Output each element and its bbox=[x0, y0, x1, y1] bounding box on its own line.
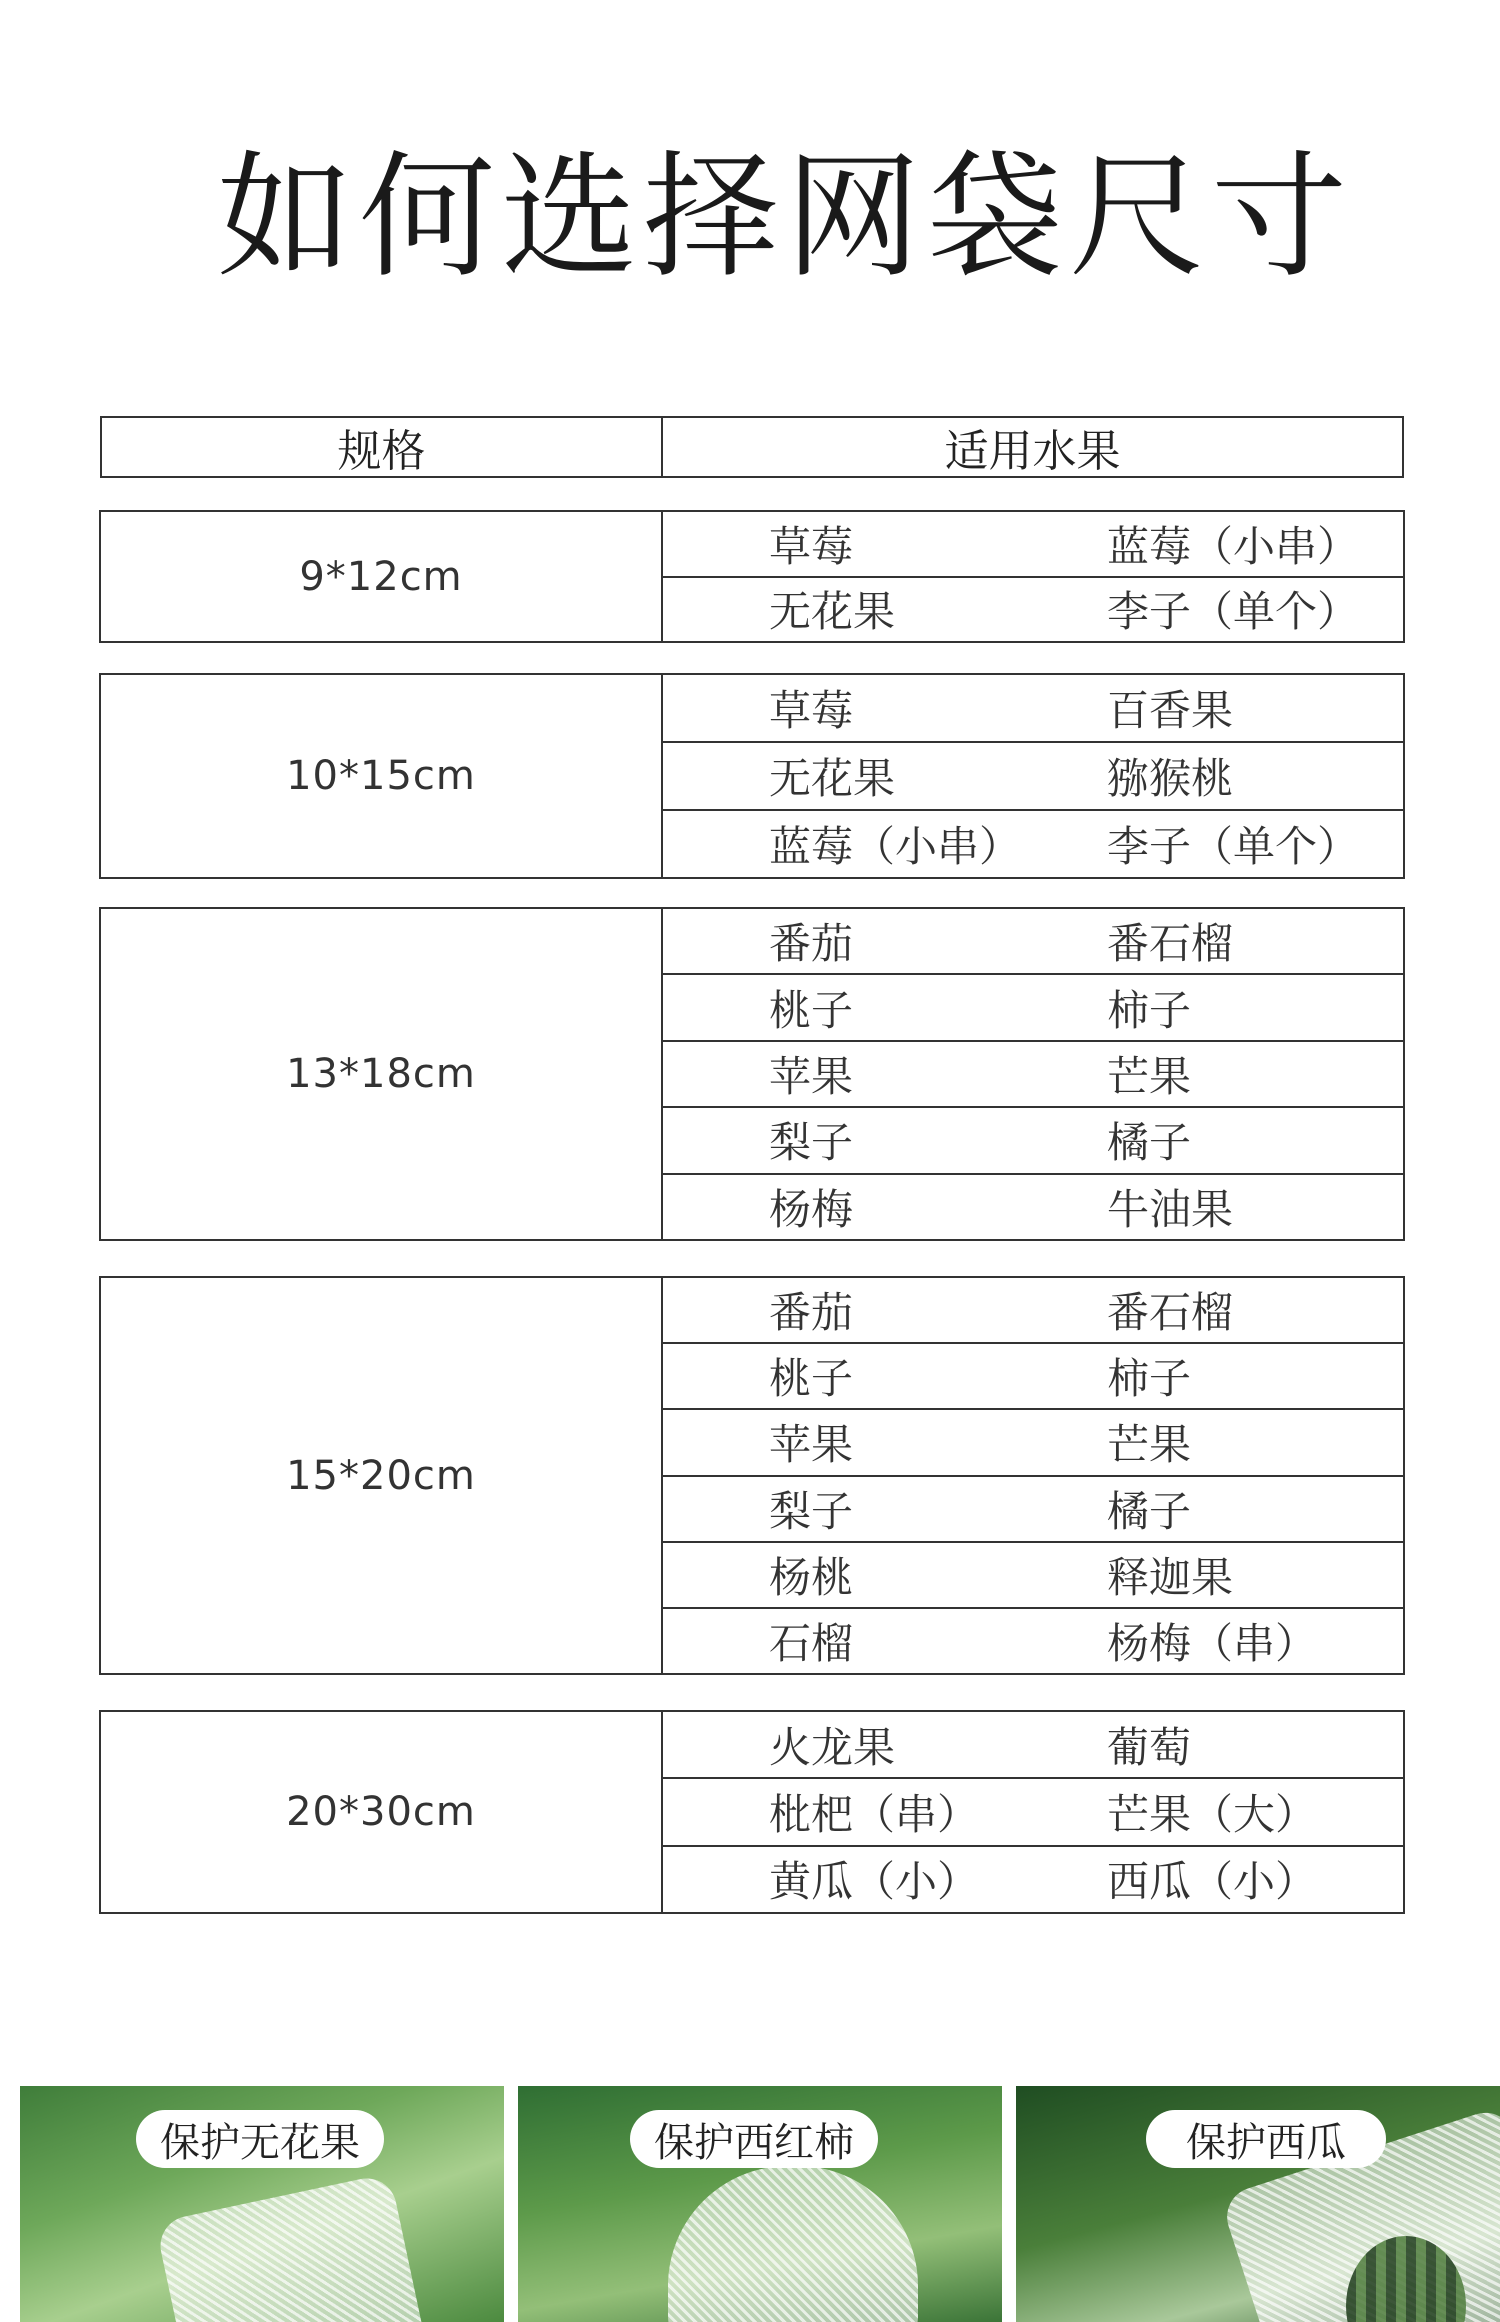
fruit-name: 梨子 bbox=[769, 1486, 854, 1536]
table-row bbox=[663, 578, 1403, 642]
fruit-name: 番茄 bbox=[769, 919, 854, 969]
table-row bbox=[663, 1477, 1403, 1543]
page-title: 如何选择网袋尺寸 bbox=[217, 139, 1353, 297]
fruit-name: 番茄 bbox=[769, 1288, 854, 1338]
table-row bbox=[663, 909, 1403, 975]
fruit-name: 苹果 bbox=[769, 1052, 854, 1102]
fruit-rows bbox=[663, 1712, 1403, 1912]
photo-label: 保护西红柿 bbox=[630, 2110, 878, 2168]
fruit-name: 无花果 bbox=[769, 587, 896, 637]
size-spec: 9*12cm bbox=[101, 512, 663, 641]
size-group bbox=[99, 907, 1405, 1241]
fruit-name: 草莓 bbox=[769, 521, 854, 571]
fruit-name: 番石榴 bbox=[1107, 1288, 1234, 1338]
fruit-name: 无花果 bbox=[769, 754, 896, 803]
fruit-name: 杨梅 bbox=[769, 1184, 854, 1234]
fruit-name: 李子（单个） bbox=[1107, 822, 1360, 871]
size-group bbox=[99, 510, 1405, 643]
fruit-name: 蓝莓（小串） bbox=[1107, 521, 1360, 571]
fruit-name: 芒果 bbox=[1107, 1420, 1192, 1470]
fruit-name: 番石榴 bbox=[1107, 919, 1234, 969]
photo-label: 保护西瓜 bbox=[1146, 2110, 1386, 2168]
photo-label: 保护无花果 bbox=[136, 2110, 384, 2168]
table-row bbox=[663, 675, 1403, 743]
fruit-name: 葡萄 bbox=[1107, 1722, 1192, 1772]
table-row bbox=[663, 1712, 1403, 1779]
table-header bbox=[100, 416, 1404, 478]
fruit-name: 桃子 bbox=[769, 1354, 854, 1404]
table-row bbox=[663, 512, 1403, 578]
fruit-name: 火龙果 bbox=[769, 1722, 896, 1772]
table-row bbox=[663, 1175, 1403, 1239]
fruit-name: 草莓 bbox=[769, 686, 854, 735]
fruit-name: 芒果（大） bbox=[1107, 1789, 1318, 1839]
fruit-name: 杨桃 bbox=[769, 1552, 854, 1602]
table-row bbox=[663, 1847, 1403, 1912]
fruit-rows bbox=[663, 675, 1403, 877]
table-row bbox=[663, 1779, 1403, 1846]
size-group bbox=[99, 1276, 1405, 1675]
size-spec: 20*30cm bbox=[101, 1712, 663, 1912]
size-spec: 13*18cm bbox=[101, 909, 663, 1239]
table-row bbox=[663, 1609, 1403, 1673]
fruit-name: 苹果 bbox=[769, 1420, 854, 1470]
fruit-name: 杨梅（串） bbox=[1107, 1618, 1318, 1668]
table-row bbox=[663, 975, 1403, 1041]
fruit-name: 黄瓜（小） bbox=[769, 1857, 980, 1907]
table-row bbox=[663, 743, 1403, 811]
fruit-rows bbox=[663, 512, 1403, 641]
fruit-rows bbox=[663, 1278, 1403, 1673]
table-row bbox=[663, 1042, 1403, 1108]
table-row bbox=[663, 1108, 1403, 1174]
fruit-name: 释迦果 bbox=[1107, 1552, 1234, 1602]
net-bag-image bbox=[668, 2166, 918, 2322]
size-spec: 15*20cm bbox=[101, 1278, 663, 1673]
table-row bbox=[663, 1543, 1403, 1609]
photo-watermelon bbox=[1016, 2086, 1500, 2322]
fruit-name: 西瓜（小） bbox=[1107, 1857, 1318, 1907]
photo-fig bbox=[20, 2086, 504, 2322]
table-row bbox=[663, 811, 1403, 877]
fruit-name: 枇杷（串） bbox=[769, 1789, 980, 1839]
header-fruits: 适用水果 bbox=[944, 426, 1121, 477]
size-group bbox=[99, 673, 1405, 879]
header-spec: 规格 bbox=[102, 418, 663, 476]
fruit-name: 石榴 bbox=[769, 1618, 854, 1668]
fruit-name: 柿子 bbox=[1107, 985, 1192, 1035]
net-bag-image bbox=[155, 2173, 425, 2322]
table-row bbox=[663, 1410, 1403, 1476]
photo-strip bbox=[20, 2086, 1500, 2322]
fruit-name: 柿子 bbox=[1107, 1354, 1192, 1404]
fruit-name: 猕猴桃 bbox=[1107, 754, 1234, 803]
fruit-name: 李子（单个） bbox=[1107, 587, 1360, 637]
fruit-name: 牛油果 bbox=[1107, 1184, 1234, 1234]
size-group bbox=[99, 1710, 1405, 1914]
fruit-name: 蓝莓（小串） bbox=[769, 822, 1022, 871]
fruit-name: 芒果 bbox=[1107, 1052, 1192, 1102]
table-row bbox=[663, 1278, 1403, 1344]
fruit-rows bbox=[663, 909, 1403, 1239]
fruit-name: 梨子 bbox=[769, 1118, 854, 1168]
fruit-name: 百香果 bbox=[1107, 686, 1234, 735]
size-spec: 10*15cm bbox=[101, 675, 663, 877]
table-row bbox=[663, 1344, 1403, 1410]
photo-tomato bbox=[518, 2086, 1002, 2322]
fruit-name: 橘子 bbox=[1107, 1486, 1192, 1536]
fruit-name: 橘子 bbox=[1107, 1118, 1192, 1168]
fruit-name: 桃子 bbox=[769, 985, 854, 1035]
